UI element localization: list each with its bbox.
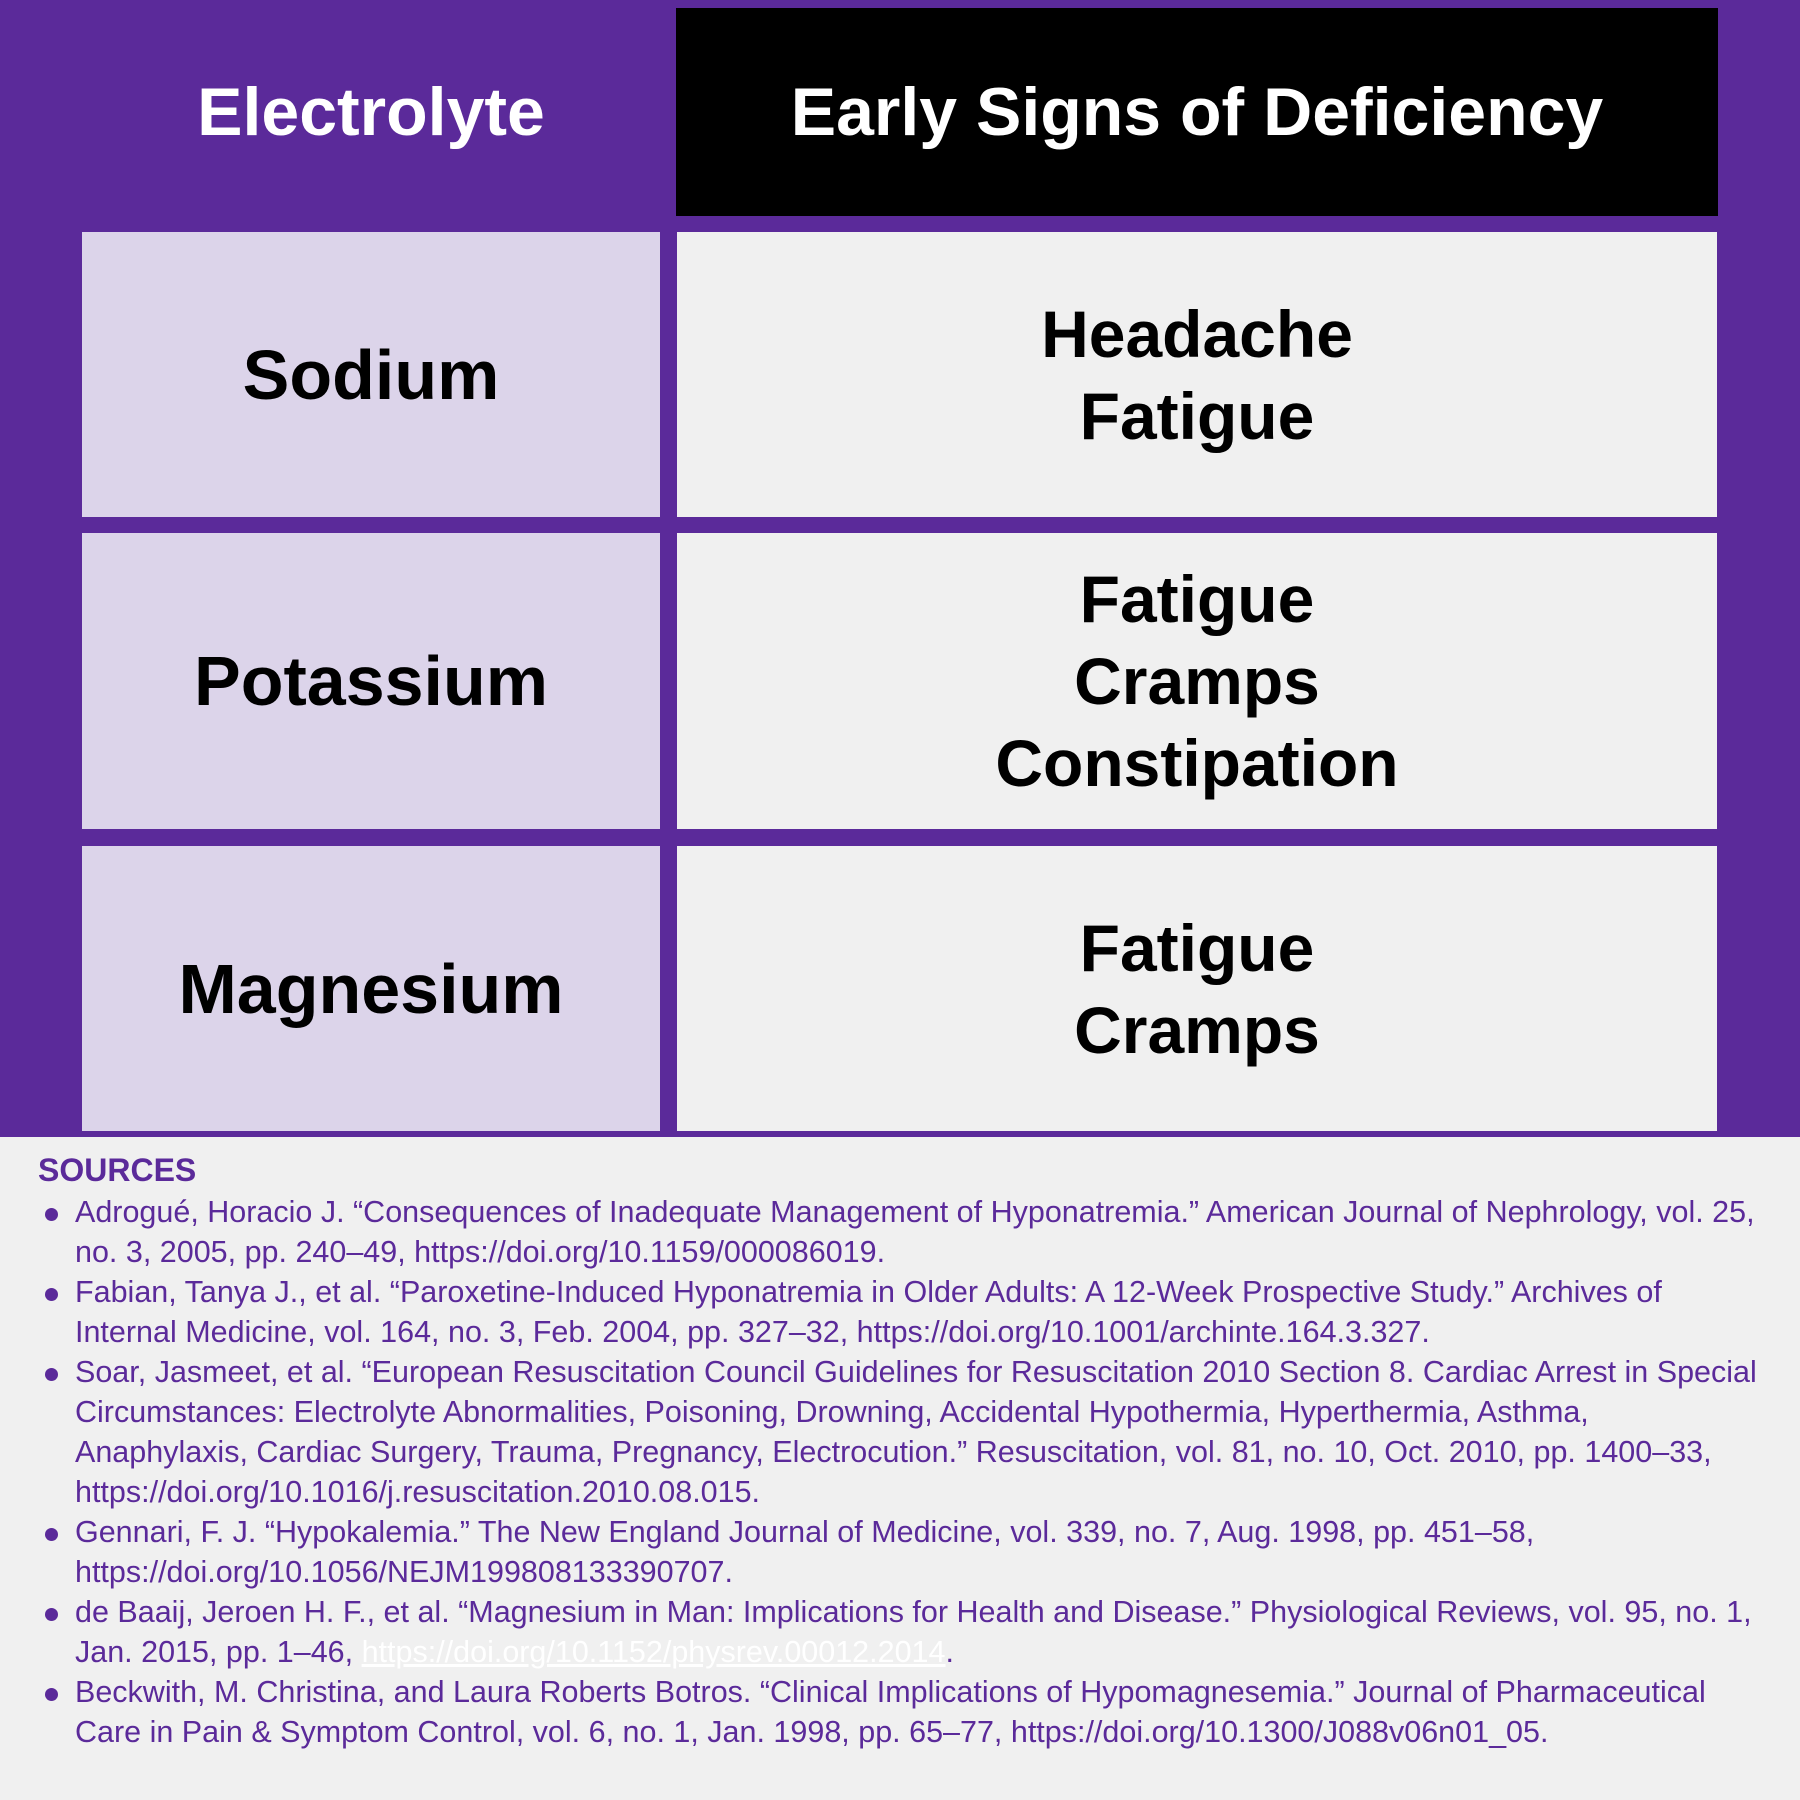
source-text: Gennari, F. J. “Hypokalemia.” The New England Journal of Medicine, vol. 339, no. 7, Aug. 1998, pp. 451–58, https://doi.org/10.1056/NEJM199808133390707. bbox=[75, 1515, 1535, 1589]
signs-cell-potassium bbox=[677, 533, 1717, 829]
source-doi-link[interactable]: https://doi.org/10.1152/physrev.00012.2014 bbox=[361, 1635, 946, 1669]
sign-item: Fatigue bbox=[1079, 378, 1315, 453]
source-item bbox=[38, 1512, 1768, 1592]
sources-title: SOURCES bbox=[38, 1152, 197, 1188]
sources-list bbox=[38, 1192, 1768, 1752]
sign-item: Fatigue bbox=[1079, 562, 1315, 636]
bullet-icon bbox=[45, 1528, 58, 1541]
signs-cell-sodium bbox=[677, 232, 1717, 517]
header-electrolyte bbox=[80, 8, 662, 216]
electrolyte-name: Potassium bbox=[194, 642, 548, 720]
sign-item: Constipation bbox=[995, 726, 1399, 800]
electrolyte-name: Sodium bbox=[242, 335, 500, 414]
bullet-icon bbox=[45, 1288, 58, 1301]
bullet-icon bbox=[45, 1208, 58, 1221]
bullet-icon bbox=[45, 1688, 58, 1701]
signs-cell-magnesium bbox=[677, 846, 1717, 1131]
bullet-icon bbox=[45, 1368, 58, 1381]
source-text: Beckwith, M. Christina, and Laura Roberts Botros. “Clinical Implications of Hypomagnesemia.” Journal of Pharmaceutical Care in Pain & Symptom Control, vol. 6, no. 1, Jan. 1998, pp. 65–77, https://doi.org/10.1300/J088v06n01_05. bbox=[75, 1675, 1706, 1749]
source-text: Adrogué, Horacio J. “Consequences of Inadequate Management of Hyponatremia.” American Journal of Nephrology, vol. 25, no. 3, 2005, pp. 240–49, https://doi.org/10.1159/000086019. bbox=[75, 1195, 1755, 1269]
electrolyte-name: Magnesium bbox=[178, 949, 564, 1028]
source-suffix: . bbox=[945, 1635, 954, 1669]
header-early-signs-label: Early Signs of Deficiency bbox=[790, 74, 1604, 150]
header-early-signs bbox=[676, 8, 1718, 216]
electrolyte-cell-sodium bbox=[82, 232, 660, 517]
source-item bbox=[38, 1352, 1768, 1512]
source-item bbox=[38, 1592, 1768, 1672]
source-text: de Baaij, Jeroen H. F., et al. “Magnesium in Man: Implications for Health and Disease.” Physiological Reviews, vol. 95, no. 1, Jan. 2015, pp. 1–46, bbox=[75, 1595, 1752, 1669]
sign-item: Headache bbox=[1041, 296, 1353, 371]
source-item bbox=[38, 1672, 1768, 1752]
header-electrolyte-label: Electrolyte bbox=[197, 74, 545, 150]
source-item bbox=[38, 1192, 1768, 1272]
sign-item: Cramps bbox=[1074, 644, 1320, 718]
source-item bbox=[38, 1272, 1768, 1352]
sign-item: Cramps bbox=[1074, 992, 1320, 1067]
source-text: Fabian, Tanya J., et al. “Paroxetine-Induced Hyponatremia in Older Adults: A 12-Week Prospective Study.” Archives of Internal Medicine, vol. 164, no. 3, Feb. 2004, pp. 327–32, https://doi.org/10.1001/archinte.164.3.327. bbox=[75, 1275, 1662, 1349]
electrolyte-cell-potassium bbox=[82, 533, 660, 829]
sources-section bbox=[38, 1148, 1768, 1752]
source-text: Soar, Jasmeet, et al. “European Resuscitation Council Guidelines for Resuscitation 2010 Section 8. Cardiac Arrest in Special Circumstances: Electrolyte Abnormalities, Poisoning, Drowning, Accidental Hypothermia, Hyperthermia, Asthma, Anaphylaxis, Cardiac Surgery, Trauma, Pregnancy, Electrocution.” Resuscitation, vol. 81, no. 10, Oct. 2010, pp. 1400–33, https://doi.org/10.1016/j.resuscitation.2010.08.015. bbox=[75, 1355, 1757, 1509]
electrolyte-cell-magnesium bbox=[82, 846, 660, 1131]
bullet-icon bbox=[45, 1608, 58, 1621]
sign-item: Fatigue bbox=[1079, 910, 1315, 985]
